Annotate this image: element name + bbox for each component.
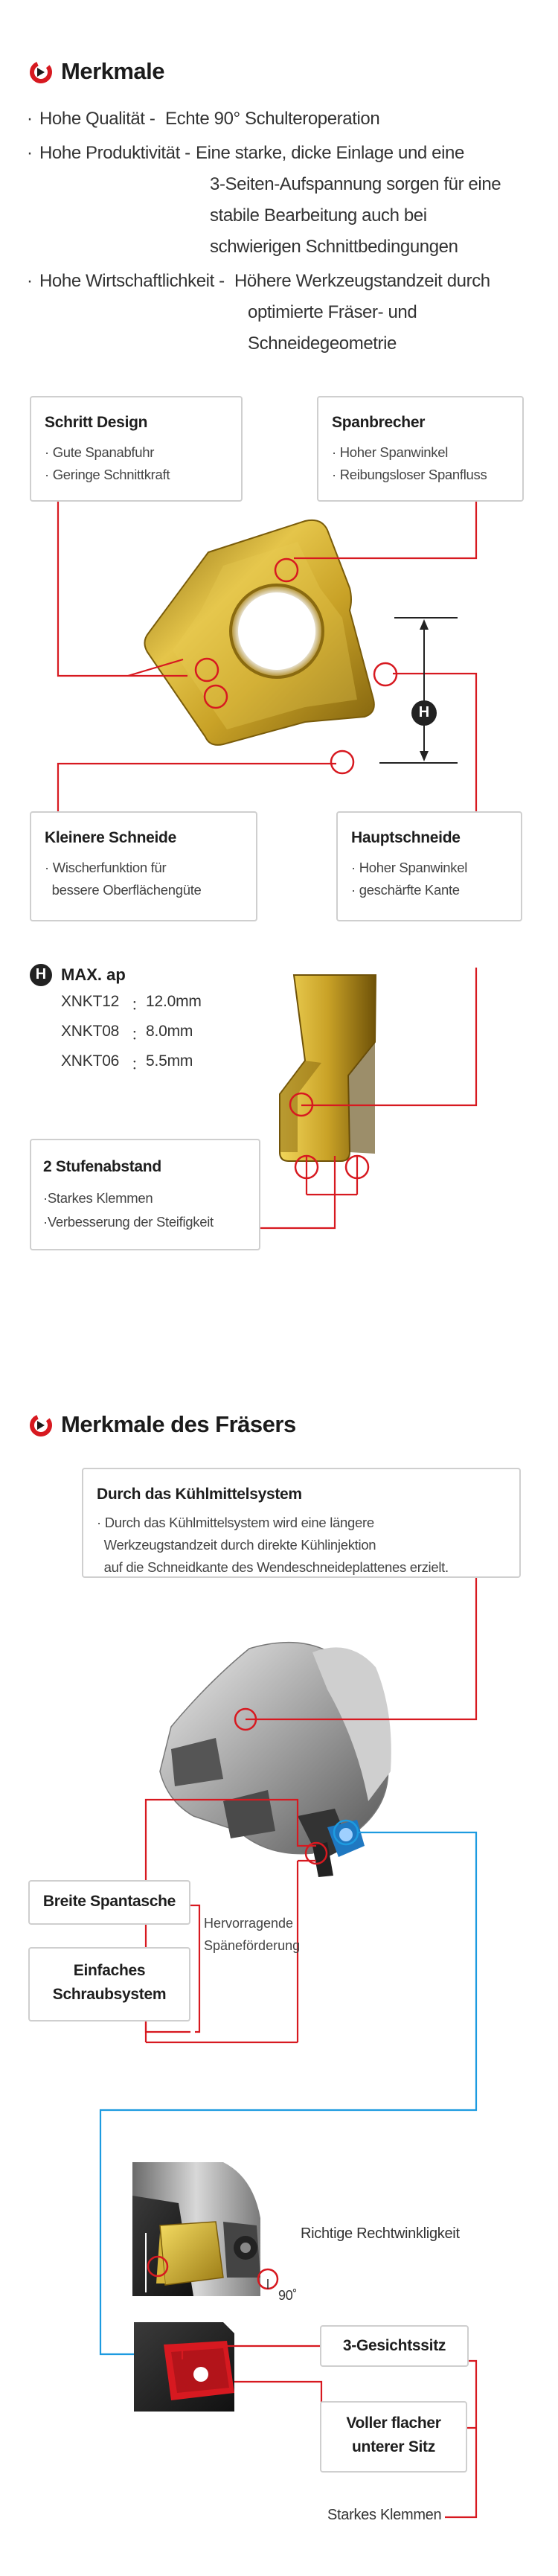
feature-text-qualitaet: Echte 90° Schulteroperation bbox=[165, 109, 380, 129]
box-title: 2 Stufenabstand bbox=[43, 1158, 161, 1175]
box-einfaches-schraubsystem bbox=[28, 1947, 190, 2022]
box-line: · Hoher Spanwinkel bbox=[351, 860, 468, 875]
label-90-grad: 90˚ bbox=[278, 2288, 298, 2303]
spec-sep: ： bbox=[131, 997, 147, 1014]
gesichtssitz-detail-image bbox=[134, 2322, 234, 2412]
box-line: ·Starkes Klemmen bbox=[43, 1190, 153, 1206]
feature-text-line: 3-Seiten-Aufspannung sorgen für eine bbox=[210, 174, 501, 194]
label-unterer-sitz: unterer Sitz bbox=[352, 2438, 435, 2455]
spec-sep: ： bbox=[131, 1056, 147, 1073]
box-line: auf die Schneidkante des Wendeschneideplattenes erzielt. bbox=[97, 1559, 449, 1575]
box-title: Hauptschneide bbox=[351, 829, 461, 846]
box-title: Schritt Design bbox=[45, 414, 148, 431]
feature-text-line: Eine starke, dicke Einlage und eine bbox=[196, 143, 464, 163]
label-breite-spantasche: Breite Spantasche bbox=[42, 1893, 176, 1910]
box-line: · geschärfte Kante bbox=[351, 882, 460, 898]
box-line: · Geringe Schnittkraft bbox=[45, 467, 170, 482]
feature-text-line: Höhere Werkzeugstandzeit durch bbox=[234, 271, 490, 291]
box-line: bessere Oberflächengüte bbox=[45, 882, 202, 898]
box-line: · Reibungsloser Spanfluss bbox=[332, 467, 487, 482]
label-hervorragende: Hervorragende bbox=[204, 1916, 294, 1931]
box-line: · Hoher Spanwinkel bbox=[332, 444, 449, 460]
max-ap-title: MAX. ap bbox=[61, 965, 126, 984]
box-3-gesichtssitz bbox=[320, 2325, 469, 2367]
feature-bullet: · bbox=[27, 271, 33, 291]
label-schraubsystem: Schraubsystem bbox=[52, 1986, 167, 2003]
spec-name: XNKT06 bbox=[61, 1052, 120, 1070]
feature-text-line: stabile Bearbeitung auch bei bbox=[210, 205, 427, 226]
feature-bullet: · bbox=[27, 109, 33, 129]
box-line: · Durch das Kühlmittelsystem wird eine längere bbox=[97, 1515, 374, 1530]
feature-label-wirtschaftlichkeit: Hohe Wirtschaftlichkeit - bbox=[39, 271, 225, 291]
rechtwinkligkeit-detail-image bbox=[132, 2162, 260, 2296]
box-line: · Wischerfunktion für bbox=[45, 860, 167, 875]
feature-bullet: · bbox=[27, 143, 33, 163]
box-line: Werkzeugstandzeit durch direkte Kühlinjektion bbox=[97, 1537, 376, 1553]
feature-text-line: Schneidegeometrie bbox=[248, 333, 397, 354]
max-ap-badge: H bbox=[35, 966, 47, 982]
spec-name: XNKT12 bbox=[61, 993, 120, 1010]
spec-value: 5.5mm bbox=[146, 1052, 193, 1070]
box-line: · Gute Spanabfuhr bbox=[45, 444, 155, 460]
feature-text-line: optimierte Fräser- und bbox=[248, 302, 417, 322]
spec-value: 8.0mm bbox=[146, 1023, 193, 1040]
box-voller-flacher-sitz bbox=[320, 2401, 467, 2473]
box-breite-spantasche bbox=[28, 1880, 190, 1925]
feature-text-line: schwierigen Schnittbedingungen bbox=[210, 237, 458, 257]
label-spaneforderung: Späneförderung bbox=[204, 1938, 301, 1953]
h-dimension-badge: H bbox=[418, 704, 430, 720]
box-line: ·Verbesserung der Steifigkeit bbox=[43, 1214, 214, 1230]
spec-sep: ： bbox=[131, 1026, 147, 1043]
spec-name: XNKT08 bbox=[61, 1023, 120, 1040]
milling-cutter-image bbox=[160, 1643, 391, 1877]
section-title-merkmale: Merkmale bbox=[61, 58, 165, 84]
spec-value: 12.0mm bbox=[146, 993, 202, 1010]
box-title: Kleinere Schneide bbox=[45, 829, 176, 846]
label-rechtwinkligkeit: Richtige Rechtwinkligkeit bbox=[301, 2225, 460, 2242]
box-title: Spanbrecher bbox=[332, 414, 426, 431]
label-3-gesichtssitz: 3-Gesichtssitz bbox=[342, 2337, 446, 2354]
label-schraubsystem: Einfaches bbox=[73, 1962, 146, 1979]
section-title-fraeser: Merkmale des Fräsers bbox=[61, 1411, 296, 1437]
label-starkes-klemmen: Starkes Klemmen bbox=[327, 2507, 442, 2523]
feature-label-qualitaet: Hohe Qualität - bbox=[39, 109, 155, 129]
label-voller-flacher: Voller flacher bbox=[346, 2414, 441, 2432]
feature-label-produktivitaet: Hohe Produktivität - bbox=[39, 143, 190, 163]
box-title: Durch das Kühlmittelsystem bbox=[97, 1486, 302, 1503]
